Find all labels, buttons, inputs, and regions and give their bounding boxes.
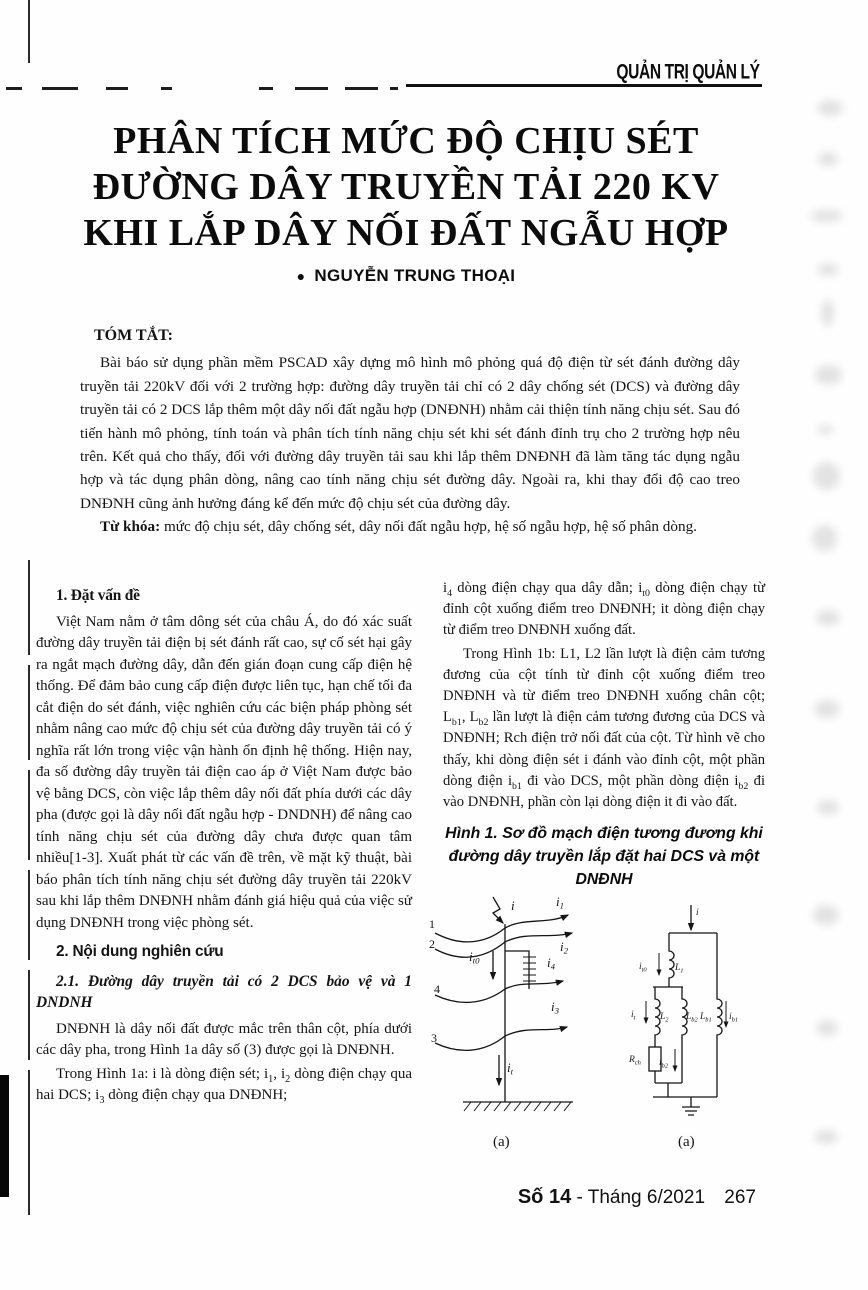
scan-smudge [815, 365, 842, 385]
footer-issue: Số 14 [517, 1186, 572, 1208]
label-circuit-i: i [696, 908, 699, 919]
coupling-wire-3 [435, 1027, 567, 1050]
right-column [429, 578, 766, 1168]
label-circuit-L1: $L_1$ [675, 963, 684, 975]
section-1-heading: 1. Đặt vấn đề [56, 587, 140, 604]
circuit-labels [628, 908, 738, 1070]
inductor-L1 [669, 933, 674, 987]
margin-line [28, 665, 30, 760]
article-title [40, 118, 772, 256]
scan-dash [259, 87, 273, 90]
abstract-body: Bài báo sử dụng phần mềm PSCAD xây dựng mô hình mô phỏng quá độ điện từ sét đánh đường dây truyền tải 220kV đối với 2 trường hợp: đường dây truyền tải chỉ có 2 dây chống sét (DCS) và đường dây truyền tải có 2 DCS lắp thêm một dây nối đất ngẫu hợp (DNĐNH) nhằm cải thiện tính năng chịu sét. Sau đó tiến hành mô phỏng, tính toán và phân tích tính năng chịu sét khi sét đánh đỉnh trụ cho 2 trường hợp nêu trên. Kết quả cho thấy, đối với đường dây truyền tải sau khi lắp thêm DNĐNH đã làm tăng tác dụng ngẫu hợp và tác dụng phân dòng, nâng cao tính năng chịu sét đường dây. Ngoài ra, khi thay đổi độ cao treo DNĐNH cũng ảnh hưởng đáng kể đến mức độ chịu sét của đường dây. [80, 354, 740, 512]
title-line-3: KHI LẮP DÂY NỐI ĐẤT NGẪU HỢP [83, 212, 729, 254]
wire-number-1: 1 [429, 917, 435, 932]
scan-smudge [816, 610, 840, 626]
equivalent-circuit [646, 905, 726, 1115]
scan-smudge [816, 1020, 838, 1036]
scan-smudge [810, 210, 843, 222]
figure-1-diagram [425, 893, 770, 1168]
scan-smudge [814, 700, 840, 718]
margin-line [28, 770, 30, 860]
margin-line [28, 970, 30, 1060]
wire-number-3: 3 [431, 1031, 437, 1046]
right-paragraph-1: $i_4$ dòng điện chạy qua dây dẫn; $i_{t0}$ dòng điện chạy từ đỉnh cột xuống điểm treo DNĐNH; it dòng điện chạy từ điểm treo DNĐNH xuống đất. [443, 580, 765, 639]
keywords-text: mức độ chịu sét, dây chống sét, dây nối đất ngẫu hợp, hệ số ngẫu hợp, hệ số phân dòng. [160, 518, 697, 536]
label-circuit-Lb2: $L_{b2}$ [686, 1012, 698, 1024]
label-circuit-ib1: $i_{b1}$ [729, 1012, 739, 1024]
margin-line [28, 870, 30, 960]
scan-smudge [817, 100, 843, 116]
section-2-1-paragraph-1: DNĐNH là dây nối đất được mắc trên thân cột, phía dưới các dây pha, trong Hình 1a dây số (3) được gọi là DNĐNH. [36, 1020, 412, 1058]
author-name: NGUYỄN TRUNG THOẠI [314, 266, 516, 285]
label-circuit-ib2: $i_{b2}$ [659, 1058, 669, 1070]
wire-number-4: 4 [434, 982, 440, 997]
scan-smudge [814, 1130, 838, 1144]
author-line [40, 266, 772, 286]
inductor-Lb1 [717, 933, 722, 1097]
label-circuit-it: $i_t$ [631, 1010, 636, 1022]
label-i3: i3 [551, 999, 560, 1016]
ground-symbol-icon [682, 1097, 700, 1115]
running-head: QUẢN TRỊ QUẢN LÝ [616, 60, 760, 85]
margin-line [28, 0, 30, 63]
scan-dash [6, 87, 22, 90]
title-line-2: ĐƯỜNG DÂY TRUYỀN TẢI 220 KV [92, 166, 720, 208]
footer-date: - Tháng 6/2021 [576, 1187, 706, 1208]
margin-line [28, 560, 30, 655]
lightning-stroke-icon [493, 897, 503, 923]
scan-smudge [817, 800, 839, 815]
keywords-label: Từ khóa: [100, 518, 161, 536]
ground-hatch [464, 1102, 571, 1111]
scan-smudge [813, 905, 839, 925]
phase-wire-4 [435, 981, 563, 1002]
scan-dash [106, 87, 128, 90]
header-rule [406, 84, 762, 87]
left-column [36, 578, 412, 1109]
scan-smudge [818, 152, 838, 166]
scan-black-bar [0, 1075, 9, 1197]
label-circuit-it0: $i_{t0}$ [639, 962, 647, 974]
right-paragraph-2: Trong Hình 1b: L1, L2 lần lượt là điện cảm tương đương của cột tính từ đỉnh cột xuống điểm treo DNĐNH và từ điểm treo DNĐNH xuống chân cột; $L_{b1}$, $L_{b2}$ lần lượt là điện cảm tương đương của DCS và DNĐNH; Rch điện trở nối đất của cột. Từ hình vẽ cho thấy, khi dòng điện sét i đánh vào đỉnh cột, một phần dòng điện $i_{b1}$ đi vào DCS, một phần dòng điện $i_{b2}$ đi vào DNĐNH, phần còn lại dòng điện it đi vào đất. [443, 645, 766, 811]
label-circuit-L2: $L_2$ [660, 1012, 669, 1024]
page-footer [0, 1186, 756, 1209]
author-bullet-icon: ● [296, 268, 306, 284]
label-i1: i1 [556, 894, 565, 911]
scan-smudge [821, 300, 834, 326]
section-2-heading: 2. Nội dung nghiên cứu [56, 943, 224, 960]
section-1-paragraph: Việt Nam nằm ở tâm dông sét của châu Á, do đó xác suất đường dây truyền tải điện bị sét đánh rất cao, sự cố sét hại gây ra ngắt mạch đường dây, dẫn đến gián đoạn cung cấp điện hệ thống. Để đảm bảo cung cấp điện được liên tục, hạn chế tối đa cắt điện do sét đánh, việc nghiên cứu các biện pháp phòng sét nhằm nâng cao mức độ chịu sét của đường dây truyền tải có ý nghĩa rất lớn trong việc vận hành ổn định hệ thống. Hiện nay, đa số đường dây truyền tải điện cao áp ở Việt Nam được bảo vệ bằng DCS, còn việc lắp thêm dây nối đất phía dưới các dây pha (được gọi là dây nối đất ngẫu hợp - DNDNH) để nâng cao tính năng chịu sét của đường dây chưa được quan tâm nhiều[1-3]. Xuất phát từ các vấn đề trên, về mặt kỹ thuật, bài báo phân tích tính năng chịu sét đường dây truyền tải 220kV sau khi lắp thêm DNĐNH nhằm đánh giá hiệu quả của việc sử dụng DNĐNH trong việc phòng sét. [36, 613, 412, 931]
scan-dash [161, 87, 172, 90]
abstract-keywords [80, 515, 740, 538]
wire-number-2: 2 [429, 937, 435, 952]
figure-1-caption: Hình 1. Sơ đồ mạch điện tương đương khi đường dây truyền lắp đặt hai DCS và một DNĐNH [445, 825, 763, 889]
title-line-1: PHÂN TÍCH MỨC ĐỘ CHỊU SÉT [113, 120, 699, 162]
shield-wire-2 [435, 933, 572, 957]
label-i4: i4 [547, 955, 556, 972]
scan-smudge [813, 462, 840, 490]
abstract-heading: TÓM TẮT: [94, 327, 173, 344]
scan-dash [295, 87, 328, 90]
shield-wire-1 [435, 915, 568, 942]
label-it0: it0 [469, 949, 480, 966]
label-circuit-Rch: $R_{ch}$ [629, 1055, 641, 1067]
scan-dash [42, 87, 78, 90]
inductor-Lb2 [682, 987, 687, 1083]
label-circuit-Lb1: $L_{b1}$ [700, 1012, 712, 1024]
sublabel-a: (a) [493, 1134, 510, 1151]
scan-smudge [812, 525, 837, 551]
sublabel-b: (a) [678, 1134, 695, 1151]
label-i2: i2 [560, 939, 569, 956]
tower-labels [429, 894, 569, 1077]
section-2-1-heading: 2.1. Đường dây truyền tải có 2 DCS bảo vệ và 1 DNDNH [36, 972, 412, 1011]
label-it: it [507, 1060, 514, 1077]
scan-smudge [817, 425, 834, 434]
section-2-1-paragraph-2: Trong Hình 1a: i là dòng điện sét; $i_1$, $i_2$ dòng điện chạy qua hai DCS; $i_3$ dòng điện chạy qua DNĐNH; [36, 1065, 412, 1106]
footer-page-number: 267 [724, 1187, 756, 1208]
scan-dash [345, 87, 378, 90]
label-lightning-current: i [511, 898, 515, 914]
scan-smudge [818, 263, 838, 276]
abstract-section [80, 324, 740, 539]
scan-dash [390, 87, 398, 90]
